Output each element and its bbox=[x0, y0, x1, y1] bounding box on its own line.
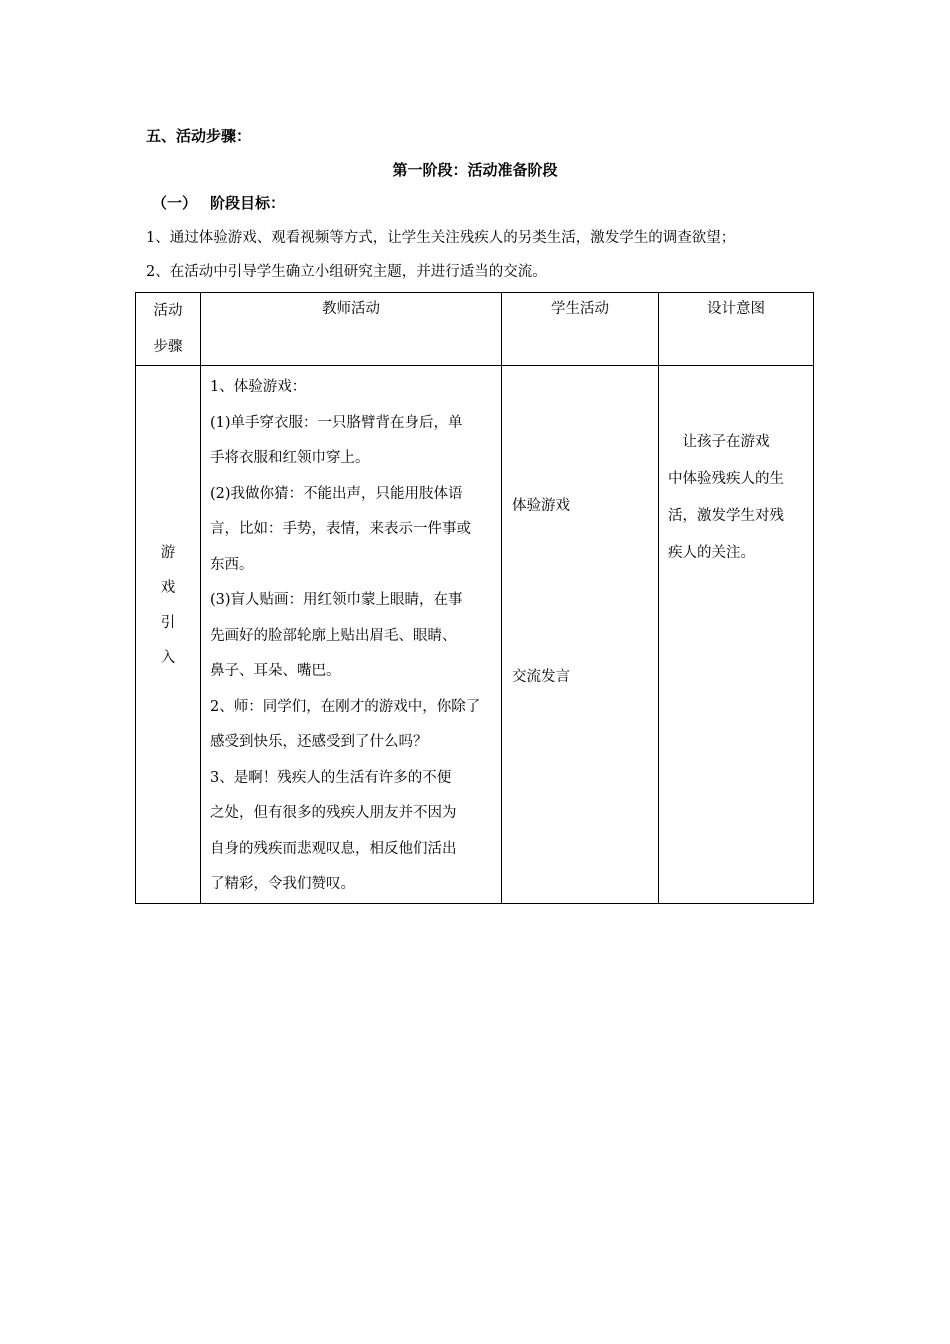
table-row bbox=[136, 366, 814, 904]
student-cell bbox=[502, 366, 659, 904]
teacher-line: 2、师：同学们，在刚才的游戏中，你除了 bbox=[210, 698, 481, 715]
header-student-label: 学生活动 bbox=[551, 301, 609, 317]
teacher-line: 自身的残疾而悲观叹息，相反他们活出 bbox=[210, 840, 457, 857]
teacher-line: 鼻子、耳朵、嘴巴。 bbox=[210, 663, 341, 679]
design-cell bbox=[659, 366, 814, 904]
step-char: 入 bbox=[160, 650, 176, 666]
header-design-label: 设计意图 bbox=[707, 301, 765, 317]
teacher-line: (3)盲人贴画：用红领巾蒙上眼睛，在事 bbox=[210, 592, 463, 608]
section-heading: 五、活动步骤： bbox=[146, 127, 252, 145]
teacher-line: 了精彩，令我们赞叹。 bbox=[210, 876, 355, 892]
stage-title: 第一阶段：活动准备阶段 bbox=[392, 161, 558, 179]
teacher-line: 东西。 bbox=[210, 556, 254, 573]
header-teacher bbox=[201, 293, 502, 366]
goal-heading-label: 阶段目标： bbox=[210, 194, 286, 212]
teacher-line: 手将衣服和红领巾穿上。 bbox=[210, 450, 370, 466]
step-char: 戏 bbox=[160, 580, 176, 596]
goal-heading bbox=[152, 192, 285, 213]
student-item: 交流发言 bbox=[512, 669, 570, 685]
header-step bbox=[136, 293, 201, 366]
design-line: 让孩子在游戏 bbox=[668, 434, 770, 450]
step-char: 引 bbox=[160, 615, 176, 631]
design-line: 疾人的关注。 bbox=[668, 545, 755, 561]
teacher-line: 3、是啊！残疾人的生活有许多的不便 bbox=[210, 769, 452, 786]
design-line: 中体验残疾人的生 bbox=[668, 471, 784, 487]
table-header-row bbox=[136, 293, 814, 366]
teacher-line: 言，比如：手势，表情，来表示一件事或 bbox=[210, 521, 471, 537]
header-student bbox=[502, 293, 659, 366]
teacher-line: (2)我做你猜：不能出声，只能用肢体语 bbox=[210, 485, 463, 502]
teacher-cell bbox=[201, 366, 502, 904]
goal-heading-number: （一） bbox=[152, 194, 198, 212]
header-teacher-label: 教师活动 bbox=[322, 301, 380, 317]
header-step-line: 活动 bbox=[153, 303, 183, 319]
design-line: 活，激发学生对残 bbox=[668, 508, 784, 524]
teacher-line: 1、体验游戏： bbox=[210, 379, 307, 395]
goal-item: 1、通过体验游戏、观看视频等方式，让学生关注残疾人的另类生活，激发学生的调查欲望； bbox=[146, 230, 736, 246]
teacher-line: (1)单手穿衣服：一只胳臂背在身后，单 bbox=[210, 414, 463, 431]
teacher-line: 之处，但有很多的残疾人朋友并不因为 bbox=[210, 805, 457, 821]
teacher-line: 感受到快乐，还感受到了什么吗？ bbox=[210, 734, 428, 750]
header-step-line: 步骤 bbox=[153, 339, 183, 355]
step-char: 游 bbox=[160, 545, 176, 561]
header-design bbox=[659, 293, 814, 366]
teacher-line: 先画好的脸部轮廓上贴出眉毛、眼睛、 bbox=[210, 627, 457, 644]
goal-item: 2、在活动中引导学生确立小组研究主题，并进行适当的交流。 bbox=[146, 264, 547, 280]
student-item: 体验游戏 bbox=[512, 498, 570, 514]
step-cell bbox=[136, 366, 201, 904]
activity-table bbox=[135, 292, 814, 904]
